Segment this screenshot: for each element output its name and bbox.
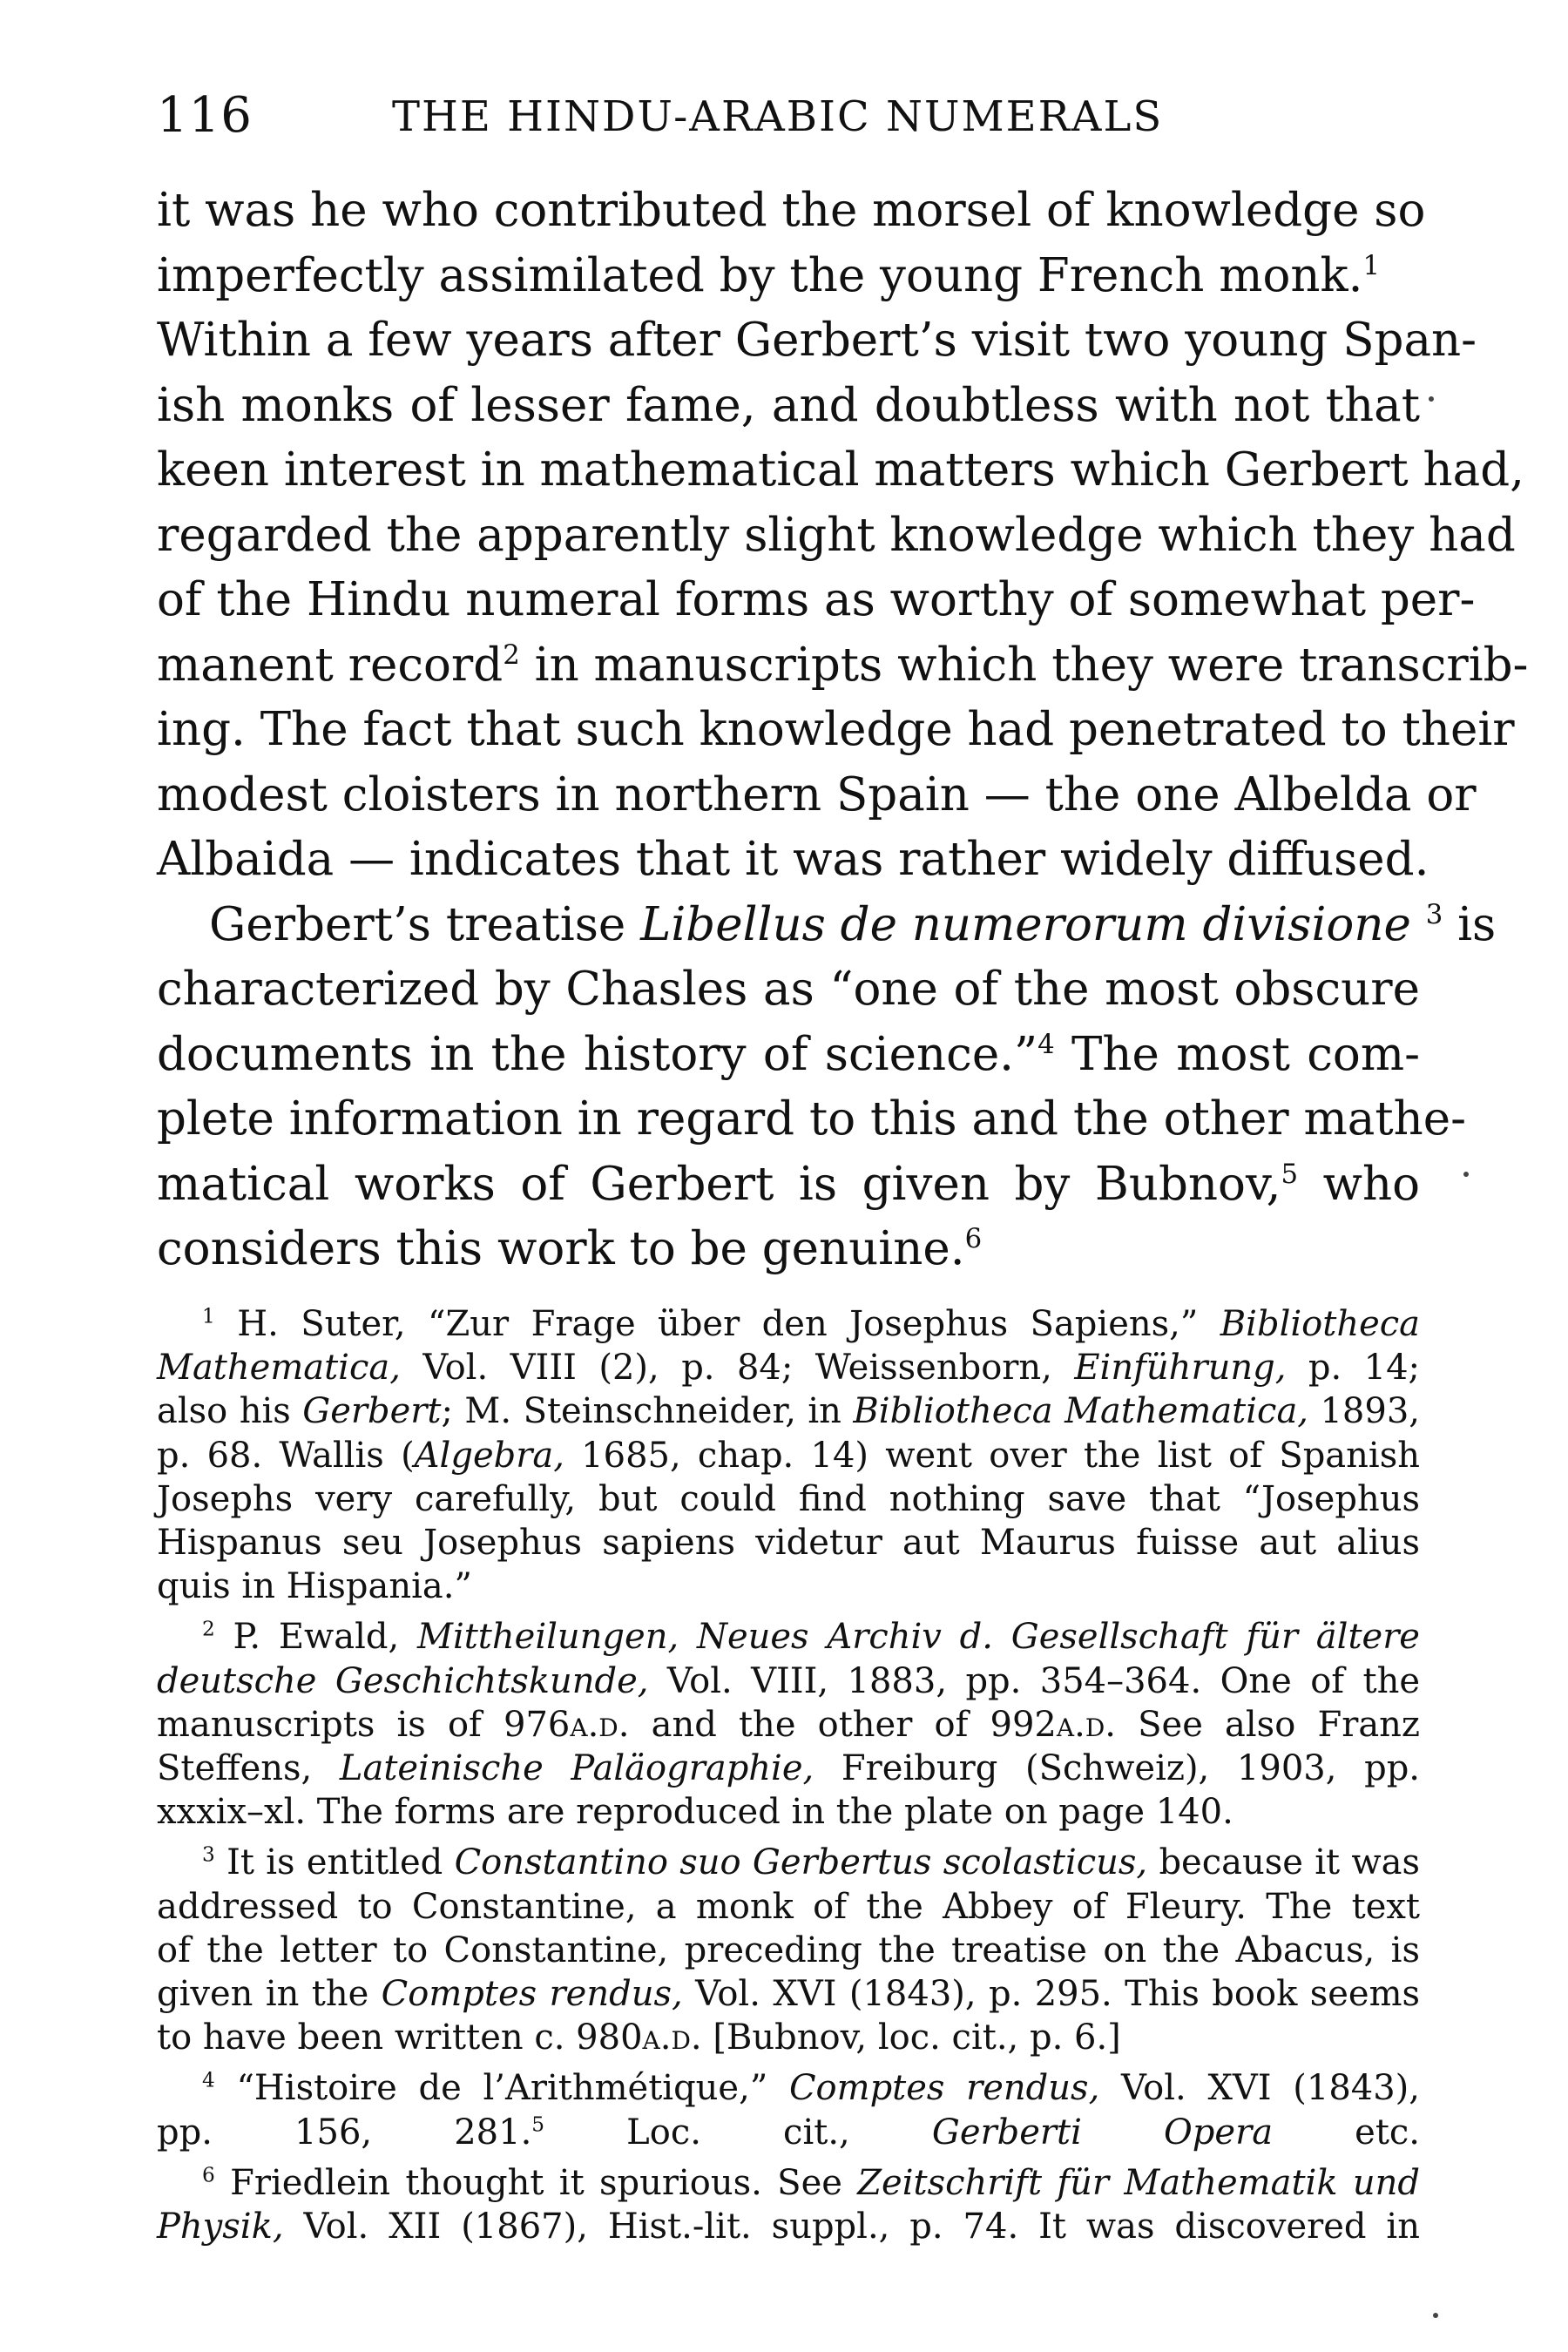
text-line: modest cloisters in northern Spain — the one Albelda or	[157, 767, 1477, 821]
text-line: regarded the apparently slight knowledge which they had	[157, 508, 1516, 562]
footnote-2	[157, 1615, 1420, 1834]
text-line: $^6$ Friedlein thought it spurious. See Zeitschrift für Mathematik und	[202, 2162, 1420, 2203]
footnote-ref[interactable]: 1	[1362, 249, 1381, 281]
text-line: given in the Comptes rendus, Vol. XVI (1843), p. 295. This book seems	[157, 1974, 1421, 2015]
footnote-6	[157, 2161, 1420, 2248]
footnote-4-5	[157, 2066, 1420, 2153]
text-line: Josephs very carefully, but could find nothing save that “Josephus	[157, 1478, 1420, 1519]
scan-speck	[1463, 1172, 1469, 1177]
text-line: manuscripts is of 976a.d. and the other of 992a.d. See also Franz	[157, 1704, 1420, 1745]
paragraph	[157, 179, 1529, 893]
text-line: keen interest in mathematical matters which Gerbert had,	[157, 443, 1525, 497]
text-line: plete information in regard to this and the other mathe-	[157, 1092, 1467, 1146]
text-line: imperfectly assimilated by the young French monk.$^1$	[157, 248, 1381, 302]
text-line: documents in the history of science.”$^4$ The most com-	[157, 1027, 1420, 1081]
scan-speck	[1433, 2313, 1438, 2318]
text-line: $^4$ “Histoire de l’Arithmétique,” Comptes rendus, Vol. XVI (1843),	[202, 2068, 1421, 2109]
text-line: xxxix–xl. The forms are reproduced in the plate on page 140.	[157, 1792, 1233, 1833]
text-line: Gerbert’s treatise Libellus de numerorum divisione $^3$ is	[209, 897, 1497, 951]
text-line: ish monks of lesser fame, and doubtless with not that	[157, 378, 1420, 432]
text-line: Physik, Vol. XII (1867), Hist.-lit. suppl., p. 74. It was discovered in	[157, 2207, 1420, 2247]
text-line: Within a few years after Gerbert’s visit two young Span-	[157, 314, 1477, 367]
text-line: p. 68. Wallis (Algebra, 1685, chap. 14) went over the list of Spanish	[157, 1435, 1420, 1476]
footnote-ref[interactable]: 4	[1037, 1028, 1055, 1060]
scan-speck	[1429, 396, 1434, 402]
footnote-marker: 4	[202, 2069, 215, 2093]
text-line: to have been written c. 980a.d. [Bubnov, loc. cit., p. 6.]	[157, 2017, 1121, 2058]
page-header	[157, 87, 1420, 157]
text-line: matical works of Gerbert is given by Bubnov,$^5$ who	[157, 1157, 1420, 1211]
footnote-1	[157, 1302, 1420, 1608]
paragraph	[157, 893, 1497, 1282]
text-line: of the Hindu numeral forms as worthy of somewhat per-	[157, 573, 1476, 626]
footnote-marker: 2	[202, 1618, 215, 1642]
text-line: also his Gerbert; M. Steinschneider, in Bibliotheca Mathematica, 1893,	[157, 1391, 1420, 1432]
footnote-ref[interactable]: 2	[503, 639, 520, 671]
page-number: 116	[157, 87, 253, 144]
text-line: Steffens, Lateinische Paläographie, Freiburg (Schweiz), 1903, pp.	[157, 1748, 1421, 1789]
footnote-ref[interactable]: 5	[1281, 1158, 1299, 1190]
footnote-ref[interactable]: 6	[964, 1222, 983, 1254]
footnote-marker: 3	[202, 1843, 215, 1868]
footnote-marker: 6	[202, 2163, 215, 2187]
text-line: $^3$ It is entitled Constantino suo Gerbertus scolasticus, because it was	[202, 1842, 1420, 1883]
body-text	[157, 179, 1529, 1282]
text-line: it was he who contributed the morsel of knowledge so	[157, 184, 1426, 237]
text-line: addressed to Constantine, a monk of the Abbey of Fleury. The text	[157, 1886, 1420, 1927]
text-line: deutsche Geschichtskunde, Vol. VIII, 1883, pp. 354–364. One of the	[157, 1660, 1420, 1701]
text-line: ing. The fact that such knowledge had penetrated to their	[157, 703, 1515, 756]
text-line: Hispanus seu Josephus sapiens videtur aut Maurus fuisse aut alius	[157, 1523, 1420, 1564]
text-line: manent record$^2$ in manuscripts which they were transcrib-	[157, 638, 1529, 692]
text-line: considers this work to be genuine.$^6$	[157, 1222, 983, 1275]
text-line: quis in Hispania.”	[157, 1566, 472, 1607]
text-line: pp. 156, 281.$^5$ Loc. cit., Gerberti Opera etc.	[157, 2112, 1421, 2153]
text-line: Mathematica, Vol. VIII (2), p. 84; Weissenborn, Einführung, p. 14;	[157, 1348, 1421, 1389]
footnote-3	[157, 1841, 1420, 2059]
running-title: THE HINDU-ARABIC NUMERALS	[392, 92, 1164, 141]
footnote-marker: 1	[202, 1304, 215, 1328]
text-line: of the letter to Constantine, preceding the treatise on the Abacus, is	[157, 1930, 1420, 1970]
footnote-ref[interactable]: 3	[1425, 898, 1443, 930]
text-line: $^1$ H. Suter, “Zur Frage über den Josephus Sapiens,” Bibliotheca	[202, 1304, 1420, 1344]
text-line: $^2$ P. Ewald, Mittheilungen, Neues Archiv d. Gesellschaft für ältere	[202, 1617, 1420, 1658]
footnote-marker: 5	[531, 2112, 545, 2137]
text-line: characterized by Chasles as “one of the most obscure	[157, 963, 1420, 1016]
book-title: Libellus de numerorum divisione	[640, 897, 1411, 951]
footnote-5: $^5$ Loc. cit., Gerberti Opera etc.	[531, 2112, 1421, 2153]
text-line: Albaida — indicates that it was rather widely diffused.	[157, 833, 1429, 886]
footnotes	[157, 1302, 1420, 2248]
